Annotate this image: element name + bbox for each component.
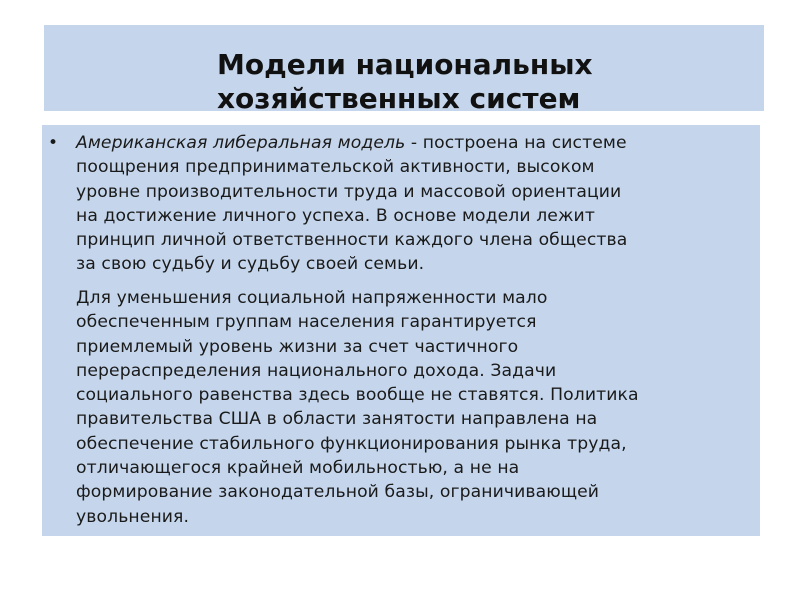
line-1-rest: - построена на системе	[405, 133, 627, 153]
italic-lead: Американская либеральная модель	[76, 133, 406, 153]
paragraph-2-line: приемлемый уровень жизни за счет частичного	[76, 336, 519, 357]
paragraph-2-line: увольнения.	[76, 506, 190, 527]
slide-title	[0, 48, 800, 116]
paragraph-1-line: уровне производительности труда и массовой ориентации	[76, 181, 622, 202]
paragraph-2-line: обеспеченным группам населения гарантируется	[76, 312, 537, 333]
paragraph-2-line: обеспечение стабильного функционирования рынка труда,	[76, 433, 627, 454]
paragraph-2-line: Для уменьшения социальной напряженности мало	[76, 288, 548, 308]
paragraph-1	[76, 131, 746, 277]
paragraph-1-line: за свою судьбу и судьбу своей семьи.	[76, 254, 425, 275]
paragraph-1-line: на достижение личного успеха. В основе модели лежит	[76, 205, 595, 226]
paragraph-2-line: перераспределения национального дохода. Задачи	[76, 360, 557, 381]
title-line-1: Модели национальных	[217, 48, 593, 81]
paragraph-1-line: принцип личной ответственности каждого члена общества	[76, 230, 628, 251]
paragraph-1-line	[76, 131, 746, 155]
title-line-2: хозяйственных систем	[217, 82, 581, 115]
paragraph-2-line: отличающегося крайней мобильностью, а не на	[76, 458, 520, 479]
paragraph-2-line: формирование законодательной базы, ограничивающей	[76, 482, 600, 503]
paragraph-2	[76, 286, 746, 529]
bullet-icon: •	[48, 133, 59, 153]
paragraph-1-line: поощрения предпринимательской активности, высоком	[76, 157, 595, 178]
paragraph-2-line: правительства США в области занятости направлена на	[76, 409, 598, 430]
paragraph-2-line: социального равенства здесь вообще не ставятся. Политика	[76, 385, 639, 406]
